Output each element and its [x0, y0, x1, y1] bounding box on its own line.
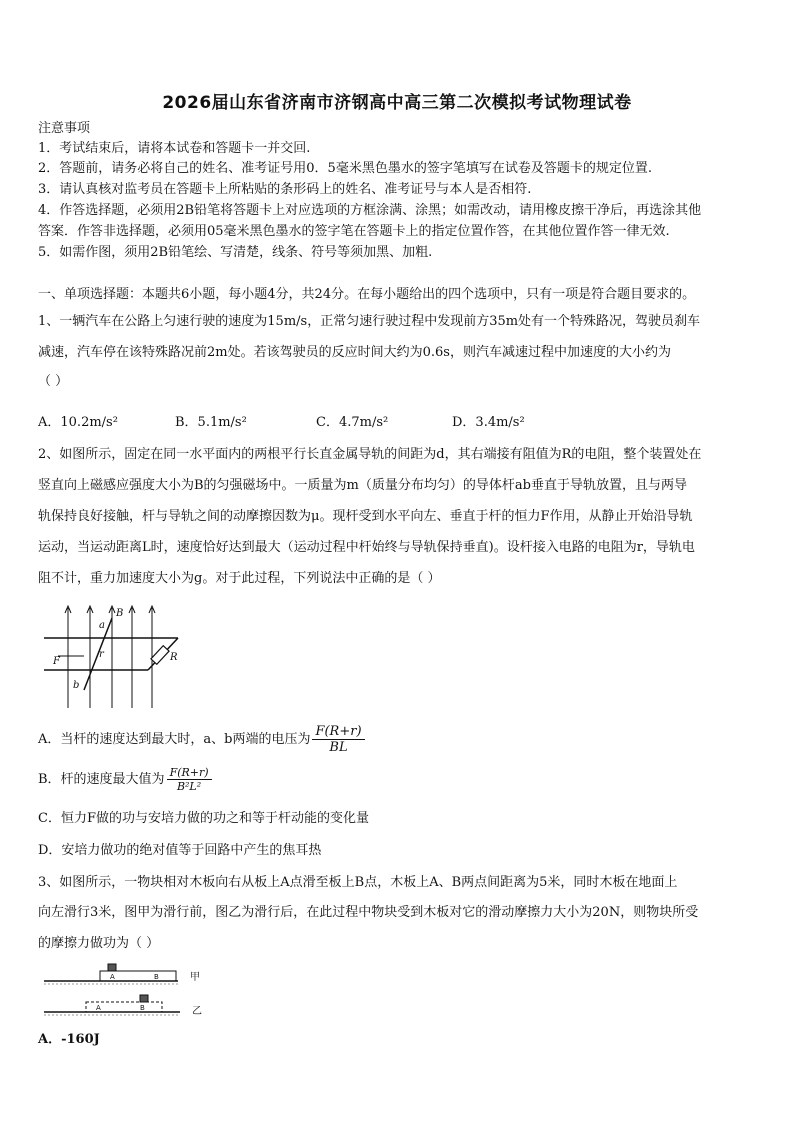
question-2-text: 2、如图所示，固定在同一水平面内的两根平行长直金属导轨的间距为d，其右端接有阻值为R的电阻，整个装置处在	[38, 447, 702, 462]
q2-option-b-fraction	[167, 766, 212, 793]
point-a-label-after: A	[96, 1004, 101, 1012]
question-1-text: （ ）	[38, 374, 69, 389]
q2-option-b-text: B．杆的速度最大值为	[38, 772, 165, 787]
fraction-numerator: F(R+r)	[167, 766, 212, 780]
notice-item: 2．答题前，请务必将自己的姓名、准考证号用0．5毫米黑色墨水的签字笔填写在试卷及答题卡的规定位置.	[38, 161, 652, 176]
q1-option-c: C．4.7m/s²	[316, 415, 389, 430]
notice-heading: 注意事项	[38, 121, 91, 136]
figure-label-jia: 甲	[190, 972, 200, 983]
rod-resistance-label: r	[99, 649, 104, 660]
force-label-f: F	[53, 656, 60, 667]
q1-option-a: A．10.2m/s²	[38, 415, 118, 430]
question-2-text: 轨保持良好接触，杆与导轨之间的动摩擦因数为μ。现杆受到水平向左、垂直于杆的恒力F作用，从静止开始沿导轨	[38, 509, 693, 524]
question-2-text: 运动，当运动距离L时，速度恰好达到最大（运动过程中杆始终与导轨保持垂直)。设杆接入电路的电阻为r，导轨电	[38, 540, 695, 555]
fraction-denominator: BL	[329, 740, 348, 755]
q2-option-a	[38, 724, 365, 755]
rod-label-a: a	[99, 620, 105, 631]
notice-item: 3．请认真核对监考员在答题卡上所粘贴的条形码上的姓名、准考证号与本人是否相符.	[38, 182, 532, 197]
question-2-text: 阻不计，重力加速度大小为g。对于此过程，下列说法中正确的是（ ）	[38, 571, 441, 586]
fraction-numerator: F(R+r)	[312, 724, 364, 740]
fraction-denominator: B²L²	[176, 780, 202, 793]
question-1-text: 减速，汽车停在该特殊路况前2m处。若该驾驶员的反应时间大约为0.6s，则汽车减速过程中加速度的大小约为	[38, 345, 671, 360]
board-block-figure	[40, 962, 210, 1024]
q2-option-d: D．安培力做功的绝对值等于回路中产生的焦耳热	[38, 843, 322, 858]
question-3-text: 3、如图所示，一物块相对木板向右从板上A点滑至板上B点，木板上A、B两点间距离为5米，同时木板在地面上	[38, 875, 678, 890]
figure-label-yi: 乙	[192, 1006, 202, 1017]
question-1-text: 1、一辆汽车在公路上匀速行驶的速度为15m/s，正常匀速行驶过程中发现前方35m处有一个特殊路况，驾驶员刹车	[38, 314, 701, 329]
question-2-text: 竖直向上磁感应强度大小为B的匀强磁场中。一质量为m（质量分布均匀）的导体杆ab垂直于导轨放置，且与两导	[38, 478, 687, 493]
field-label-b: B	[116, 608, 124, 619]
q2-option-a-text: A．当杆的速度达到最大时，a、b两端的电压为	[38, 732, 311, 747]
point-b-label-before: B	[154, 973, 159, 981]
page-title: 2026届山东省济南市济钢高中高三第二次模拟考试物理试卷	[162, 93, 632, 113]
resistor-label: R	[170, 652, 178, 663]
rail-circuit-figure	[40, 604, 190, 710]
point-a-label-before: A	[110, 973, 115, 981]
question-3-text: 向左滑行3米，图甲为滑行前，图乙为滑行后，在此过程中物块受到木板对它的滑动摩擦力大小为20N，则物块所受	[38, 905, 699, 920]
q2-option-c: C．恒力F做的功与安培力做的功之和等于杆动能的变化量	[38, 811, 369, 826]
q2-option-a-fraction	[312, 724, 364, 755]
notice-item: 1．考试结束后，请将本试卷和答题卡一并交回.	[38, 141, 311, 156]
rod-label-b: b	[73, 680, 80, 691]
notice-item: 4．作答选择题，必须用2B铅笔将答题卡上对应选项的方框涂满、涂黑；如需改动，请用橡皮擦干净后，再选涂其他	[38, 203, 702, 218]
point-b-label-after: B	[140, 1004, 145, 1012]
question-3-text: 的摩擦力做功为（ ）	[38, 936, 160, 951]
q3-option-a: A．-160J	[38, 1032, 100, 1047]
q1-option-d: D．3.4m/s²	[452, 415, 525, 430]
q1-option-b: B．5.1m/s²	[175, 415, 247, 430]
notice-item: 5．如需作图，须用2B铅笔绘、写清楚，线条、符号等须加黑、加粗.	[38, 245, 433, 260]
q2-option-b	[38, 766, 212, 793]
notice-item: 答案．作答非选择题，必须用05毫米黑色墨水的签字笔在答题卡上的指定位置作答，在其他位置作答一律无效.	[38, 224, 670, 239]
section-heading: 一、单项选择题：本题共6小题，每小题4分，共24分。在每小题给出的四个选项中，只有一项是符合题目要求的。	[38, 287, 696, 302]
